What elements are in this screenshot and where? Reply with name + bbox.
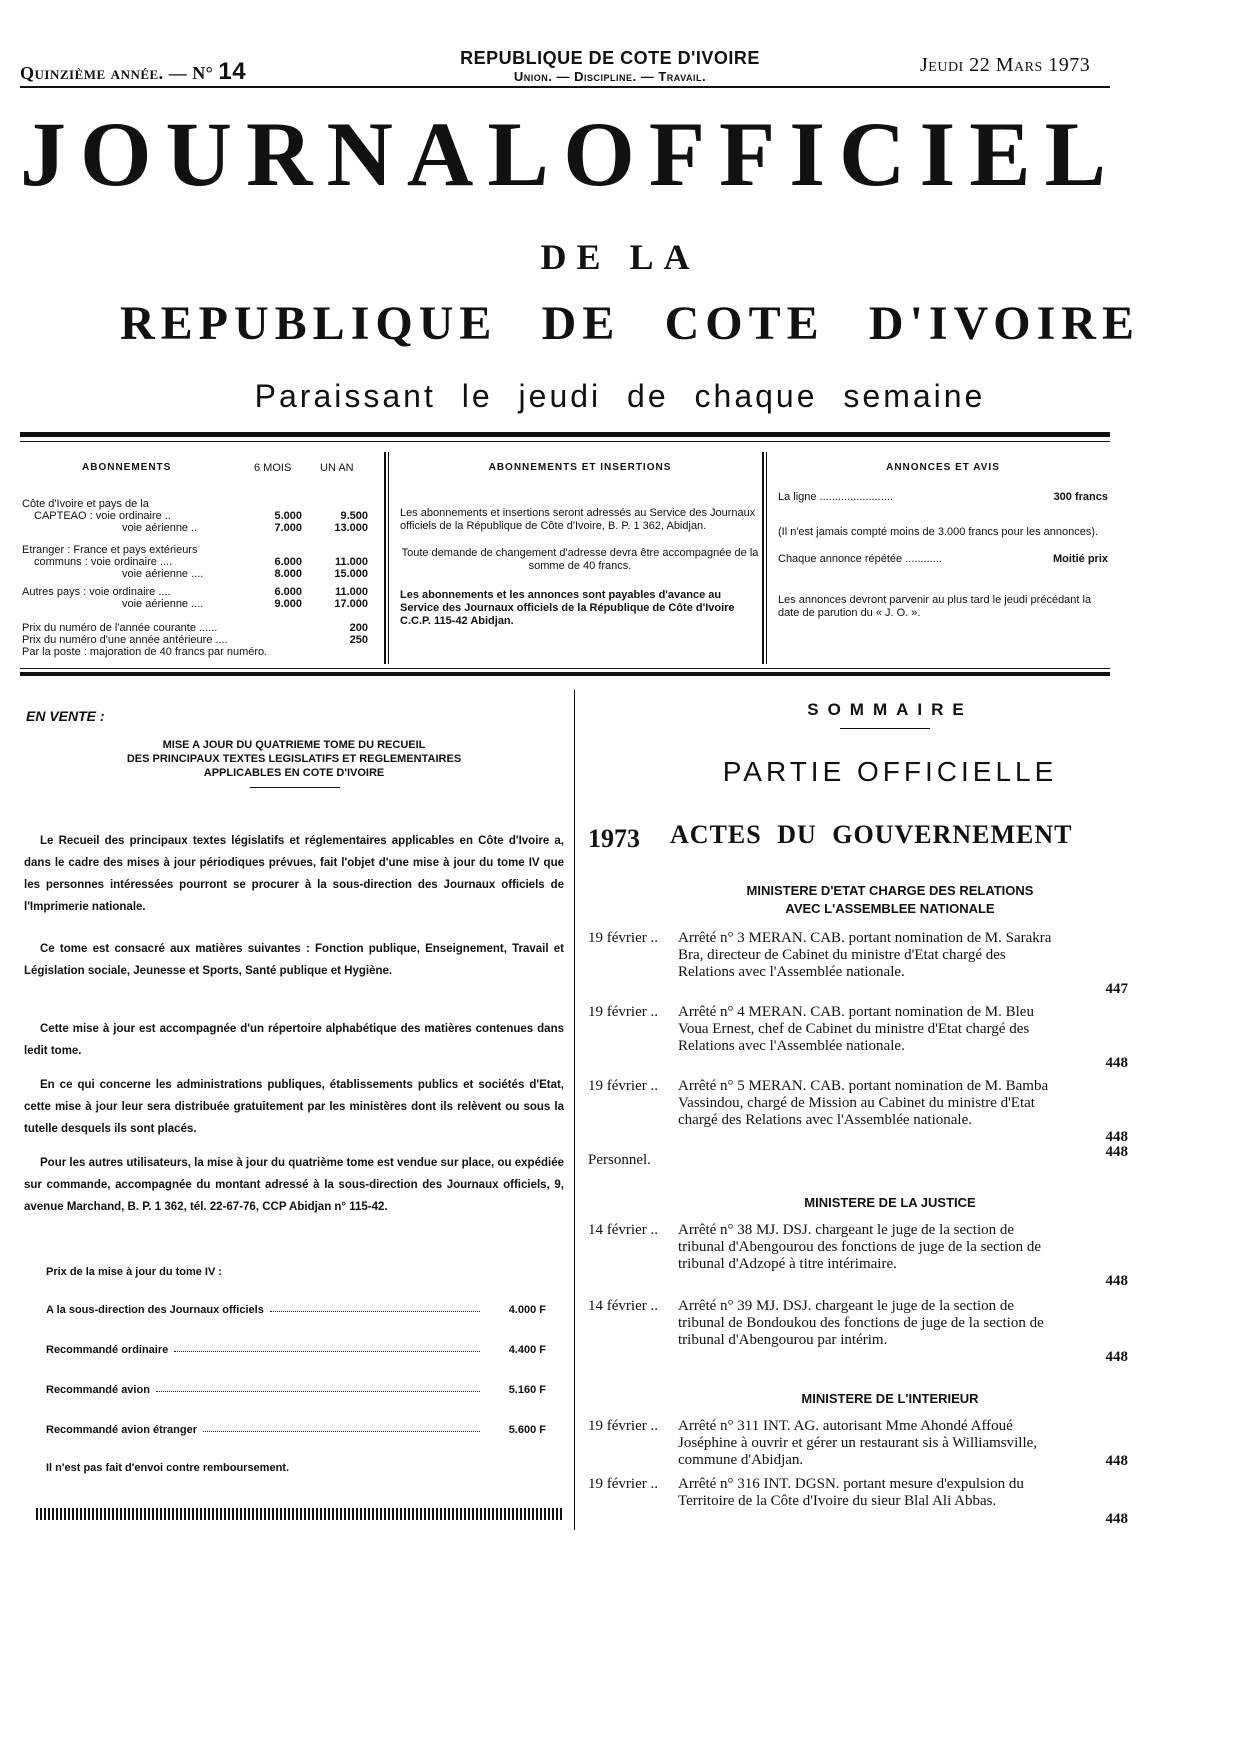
box-divider [388,452,389,664]
price-label: Recommandé ordinaire [46,1344,169,1356]
ab-val: 11.000 [334,556,368,568]
repetee-label: Chaque annonce répétée ............ [778,553,942,565]
entry-date: 19 février .. [588,930,658,946]
insertions-title: ABONNEMENTS ET INSERTIONS [488,462,672,473]
vente-paragraph: Le Recueil des principaux textes législatifs et réglementaires applicables en Côte d'Ivoire a, dans le cadre des mises à jour périodiques prévues, fait l'objet d'une mise à jour du tome IV que les personnes intéressées pourront se procurer à la sous-direction des Journaux officiels de l'Imprimerie nationale. [24,835,564,913]
entry-page: 448 [1105,1055,1128,1071]
sommaire-entry [588,1418,1128,1470]
price-row [46,1384,546,1396]
box-divider [762,452,764,664]
country-header [420,48,800,84]
ab-row: communs : voie ordinaire .... [34,556,173,568]
sommaire-entry [588,930,1128,998]
ligne-val: 300 francs [1053,491,1108,503]
sommaire-entry [588,1004,1128,1072]
sommaire-entry [588,1078,1128,1146]
ministry-name: MINISTERE D'ETAT CHARGE DES RELATIONS [746,883,1034,898]
ab-row: voie aérienne .. [122,522,198,534]
ab-row: Côte d'Ivoire et pays de la [22,498,149,510]
entry-page: 448 [1105,1511,1128,1527]
entry-page: 448 [1105,1453,1128,1469]
entry-text: Arrêté n° 38 MJ. DSJ. chargeant le juge de la section de tribunal d'Abengourou des fonctions de juge de la section de tribunal d'Adzopé à titre intérimaire. [678,1222,1042,1272]
issue-date: Jeudi 22 Mars 1973 [920,54,1091,76]
price-value: 4.000 F [508,1304,546,1316]
sommaire-entry [588,1476,1128,1528]
entry-date: 19 février .. [588,1004,658,1020]
entry-text: Arrêté n° 39 MJ. DSJ. chargeant le juge de la section de tribunal de Bondoukou des fonctions de juge de la section de tribunal d'Abengourou par intérim. [678,1298,1044,1348]
sommaire-underline [840,728,930,729]
entry-page: 448 [1105,1144,1128,1160]
heading-line: MISE A JOUR DU QUATRIEME TOME DU RECUEIL [162,739,426,751]
rep-word: REPUBLIQUE [120,297,498,350]
annonces-delai: Les annonces devront parvenir au plus tard le jeudi précédant la date de parution du « J. O. ». [778,594,1092,619]
entry-page: 447 [1105,981,1128,997]
price-value: 4.400 F [508,1344,546,1356]
entry-page: 448 [1105,1129,1128,1145]
insertions-panel [400,462,760,628]
repetee-val: Moitié prix [1052,553,1108,565]
vente-paragraph: Ce tome est consacré aux matières suivantes : Fonction publique, Enseignement, Travail et Législation sociale, Jeunesse et Sports, Santé publique et Hygiène. [24,943,564,977]
header-rule [20,86,1110,88]
title-word-officiel: OFFICIEL [563,103,1120,205]
year-issue-line [20,58,246,86]
prix-row: Par la poste : majoration de 40 francs par numéro. [22,646,268,658]
col-6mois: 6 MOIS [254,462,292,474]
heading-line: APPLICABLES EN COTE D'IVOIRE [203,767,385,779]
vente-paragraph: Pour les autres utilisateurs, la mise à jour du quatrième tome est vendue sur place, ou expédiée sur commande, accompagnée du montant adressé à la sous-direction des Journaux officiels, 9, avenue Marchand, B. P. 1 362, tél. 22-67-76, CCP Abidjan n° 115-42. [24,1157,564,1213]
vente-paragraph: Cette mise à jour est accompagnée d'un répertoire alphabétique des matières contenues dans ledit tome. [24,1023,564,1057]
ab-val: 9.500 [340,510,368,522]
entry-date: 19 février .. [588,1476,658,1492]
ministry-name: MINISTERE DE LA JUSTICE [804,1195,976,1210]
ab-val: 15.000 [334,568,368,580]
price-value: 5.600 F [508,1424,546,1436]
prix-title: Prix de la mise à jour du tome IV : [46,1266,223,1278]
entry-text: Arrêté n° 316 INT. DGSN. portant mesure d'expulsion du Territoire de la Côte d'Ivoire du sieur Blal Ali Abbas. [678,1476,1024,1509]
ab-row: CAPTEAO : voie ordinaire .. [34,510,171,522]
price-row [46,1344,546,1356]
ab-row: voie aérienne .... [122,598,204,610]
annonces-ligne [778,491,1108,504]
prix-val: 250 [349,634,368,646]
price-label: Recommandé avion [46,1384,150,1396]
entry-date: 19 février .. [588,1418,658,1434]
ligne-label: La ligne ........................ [778,491,893,503]
ministry-name: MINISTERE DE L'INTERIEUR [801,1391,979,1406]
issue-number: 14 [218,58,247,85]
actes-year: 1973 [588,824,640,853]
entry-page: 448 [1105,1273,1128,1289]
prix-row: Prix du numéro d'une année antérieure .... [22,634,228,646]
insertions-text: Toute demande de changement d'adresse devra être accompagnée de la somme de 40 francs. [401,547,759,572]
box-top-rule-thick [20,432,1110,437]
entry-date: 14 février .. [588,1298,658,1314]
prix-row: Prix du numéro de l'année courante ...... [22,622,218,634]
ab-val: 9.000 [274,598,302,610]
ministry-heading [600,1390,1180,1408]
sommaire-entry [588,1144,1128,1168]
ab-val: 11.000 [334,586,368,598]
ministry-heading [600,1194,1180,1212]
en-vente-label: EN VENTE : [26,708,105,724]
annonces-repetee [778,553,1108,566]
entry-page: 448 [1105,1349,1128,1365]
ab-row: Etranger : France et pays extérieurs [22,544,198,556]
ab-val: 13.000 [334,522,368,534]
entry-date: 14 février .. [588,1222,658,1238]
ab-val: 8.000 [274,568,302,580]
box-divider [766,452,767,664]
insertions-text: Les abonnements et les annonces sont payables d'avance au Service des Journaux officiels de la République de Côte d'Ivoire C.C.P. 115-42 Abidjan. [400,589,735,627]
journal-title [20,103,1120,205]
year-label: Quinzième année. [20,63,164,83]
title-de-la: DE LA [540,237,700,277]
entry-text: Arrêté n° 5 MERAN. CAB. portant nomination de M. Bamba Vassindou, chargé de Mission au Cabinet du ministre d'Etat chargé des Relations avec l'Assemblée nationale. [678,1078,1049,1128]
price-label: Recommandé avion étranger [46,1424,197,1436]
sommaire-entry [588,1298,1128,1366]
partie-officielle: PARTIE OFFICIELLE [722,756,1058,787]
ab-row: voie aérienne .... [122,568,204,580]
title-word-journal: JOURNAL [20,103,563,205]
heading-line: DES PRINCIPAUX TEXTES LEGISLATIFS ET REGLEMENTAIRES [126,753,462,765]
price-row [46,1424,546,1436]
decorative-border [36,1508,562,1520]
column-divider [574,690,575,1530]
republic-title [120,296,1140,351]
vente-paragraph: En ce qui concerne les administrations publiques, établissements publics et sociétés d'Etat, cette mise à jour leur sera distribuée gratuitement par les ministères dont ils relèvent ou sous la tutelle desquels ils sont placés. [24,1079,564,1135]
box-bottom-rule-thin [20,668,1110,669]
actes-title: ACTES DU GOUVERNEMENT [670,820,1073,849]
country-name: REPUBLIQUE DE COTE D'IVOIRE [460,48,760,68]
ab-val: 6.000 [274,586,302,598]
ministry-heading [600,882,1180,918]
entry-text: Arrêté n° 311 INT. AG. autorisant Mme Ahondé Affoué Joséphine à ouvrir et gérer un restaurant sis à Williamsville, commune d'Abidjan. [678,1418,1038,1468]
ab-val: 6.000 [274,556,302,568]
box-bottom-rule-thick [20,672,1110,676]
insertions-text: Les abonnements et insertions seront adressés au Service des Journaux officiels de la République de Côte d'Ivoire, B. P. 1 362, Abidjan. [400,507,756,532]
publication-frequency: Paraissant le jeudi de chaque semaine [254,378,986,414]
heading-underline [250,787,340,788]
price-row [46,1304,546,1316]
ab-val: 5.000 [274,510,302,522]
country-motto: Union. — Discipline. — Travail. [513,69,707,84]
abonnements-title: ABONNEMENTS [82,462,172,473]
rep-word: COTE [664,297,825,350]
prix-val: 200 [349,622,368,634]
issue-label: — N° [168,63,214,83]
entry-text: Arrêté n° 3 MERAN. CAB. portant nomination de M. Sarakra Bra, directeur de Cabinet du ministre d'Etat chargé des Relations avec l'Assemblée nationale. [678,930,1052,980]
rep-word: D'IVOIRE [868,297,1140,350]
entry-date: 19 février .. [588,1078,658,1094]
col-un-an: UN AN [320,462,354,474]
annonces-panel [778,462,1108,620]
sommaire-title: SOMMAIRE [807,700,973,719]
no-envoi-note: Il n'est pas fait d'envoi contre remboursement. [46,1462,290,1474]
ab-val: 7.000 [274,522,302,534]
box-divider [384,452,386,664]
ministry-name: AVEC L'ASSEMBLEE NATIONALE [785,901,995,916]
price-label: A la sous-direction des Journaux officiels [46,1304,264,1316]
ab-val: 17.000 [334,598,368,610]
ab-row: Autres pays : voie ordinaire .... [22,586,171,598]
annonces-title: ANNONCES ET AVIS [886,462,1000,473]
box-top-rule-thin [20,441,1110,442]
entry-text: Arrêté n° 4 MERAN. CAB. portant nomination de M. Bleu Voua Ernest, chef de Cabinet du ministre d'Etat chargé des Relations avec l'Assemblée nationale. [678,1004,1034,1054]
price-value: 5.160 F [508,1384,546,1396]
rep-word: DE [541,297,621,350]
annonces-note: (Il n'est jamais compté moins de 3.000 francs pour les annonces). [778,526,1099,538]
en-vente-heading [24,738,564,780]
sommaire-entry [588,1222,1128,1290]
entry-text: Personnel. [588,1152,651,1168]
